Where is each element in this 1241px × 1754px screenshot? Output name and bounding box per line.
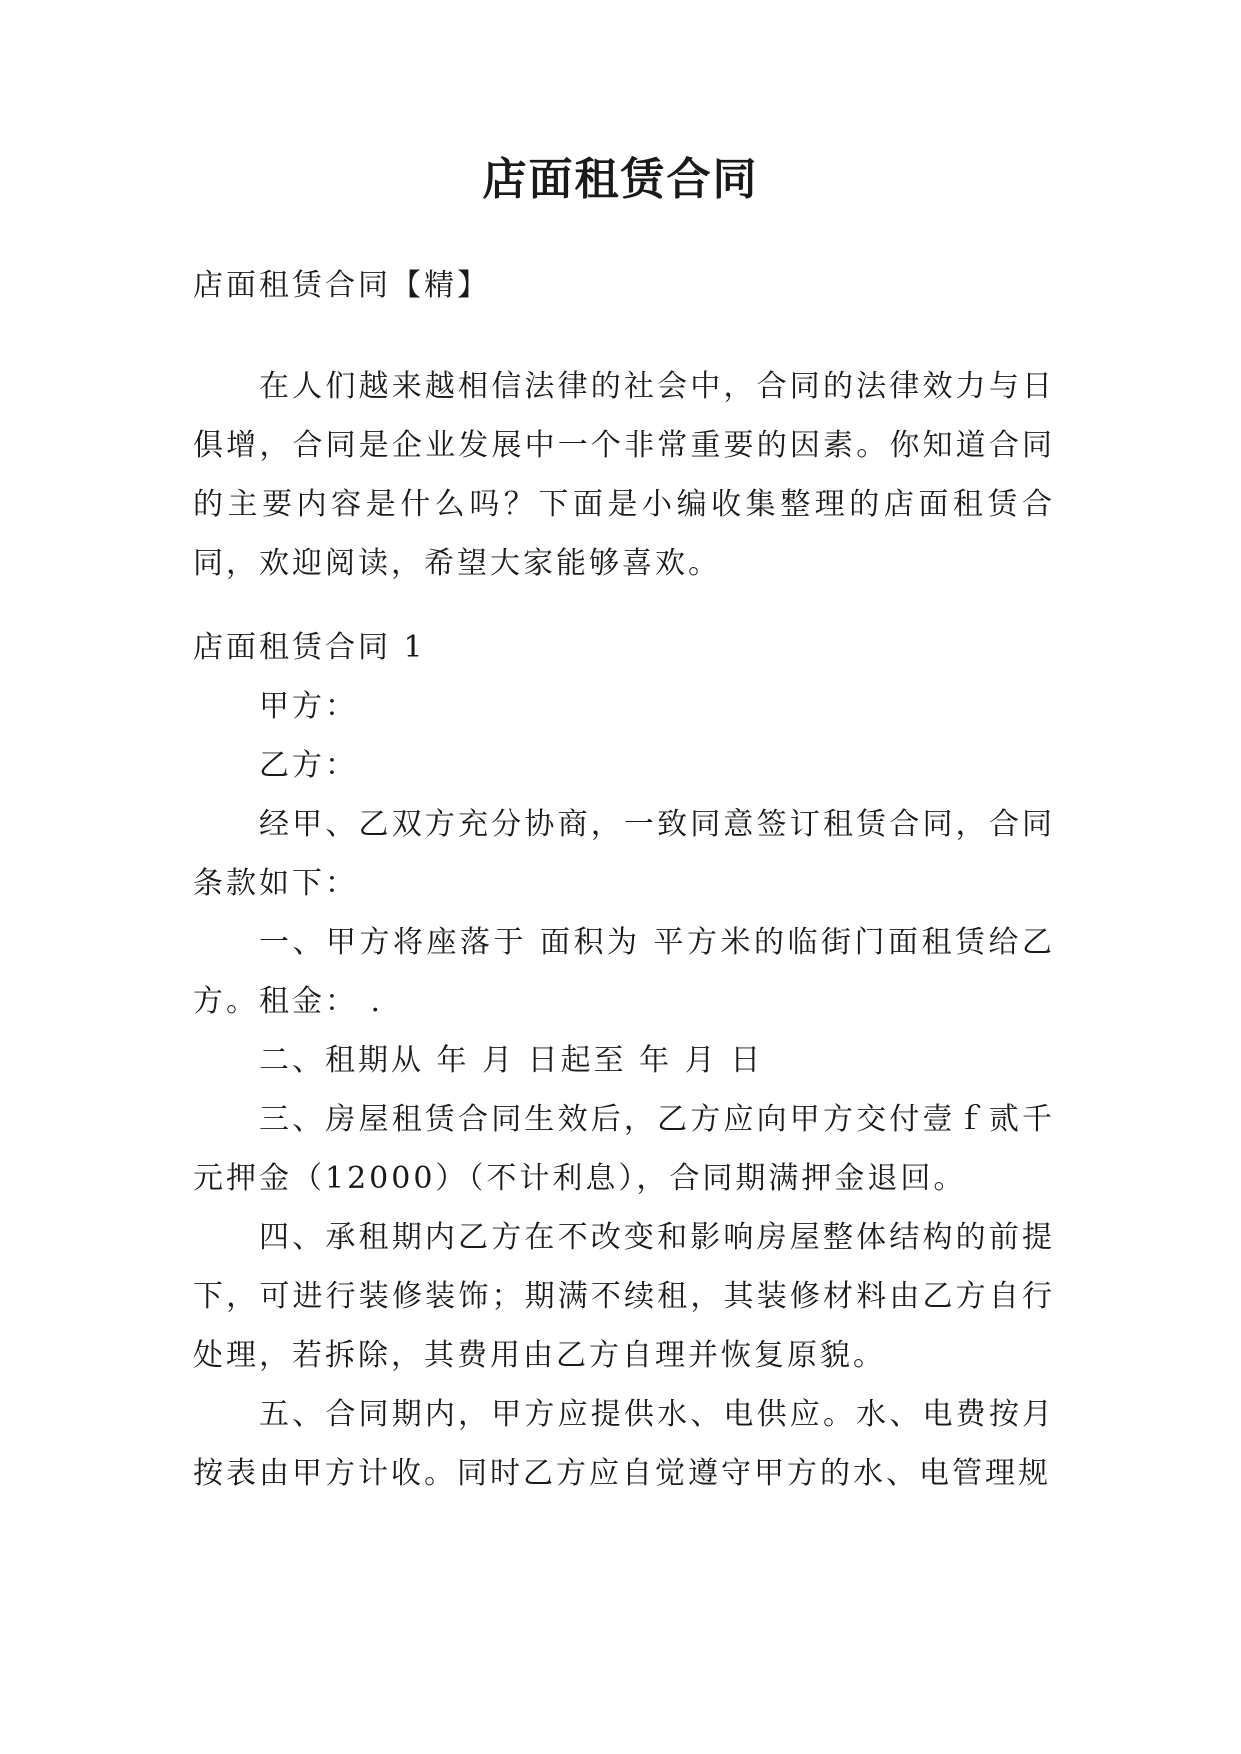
clause-1: 一、甲方将座落于 面积为 平方米的临街门面租赁给乙方。租金： . [193,925,1055,1019]
clause-2: 二、租期从 年 月 日起至 年 月 日 [259,1043,764,1078]
clause-4: 四、承租期内乙方在不改变和影响房屋整体结构的前提下，可进行装修装饰；期满不续租，其装修材料由乙方自行处理，若拆除，其费用由乙方自理并恢复原貌。 [193,1220,1055,1373]
preamble-paragraph: 经甲、乙双方充分协商，一致同意签订租赁合同，合同条款如下： [193,807,1055,901]
clause-5: 五、合同期内，甲方应提供水、电供应。水、电费按月按表由甲方计收。同时乙方应自觉遵守甲方的水、电管理规 [193,1397,1055,1491]
clause-3: 三、房屋租赁合同生效后，乙方应向甲方交付壹ｆ贰千元押金（12000）（不计利息），合同期满押金退回。 [193,1102,1055,1196]
document-title: 店面租赁合同 [482,154,759,205]
document-subtitle: 店面租赁合同【精】 [193,268,490,303]
intro-paragraph: 在人们越来越相信法律的社会中，合同的法律效力与日俱增，合同是企业发展中一个非常重要的因素。你知道合同的主要内容是什么吗？下面是小编收集整理的店面租赁合同，欢迎阅读，希望大家能够喜欢。 [193,369,1055,581]
party-a-line: 甲方： [259,689,358,724]
party-b-line: 乙方： [259,748,358,783]
section-heading: 店面租赁合同 1 [193,630,426,665]
